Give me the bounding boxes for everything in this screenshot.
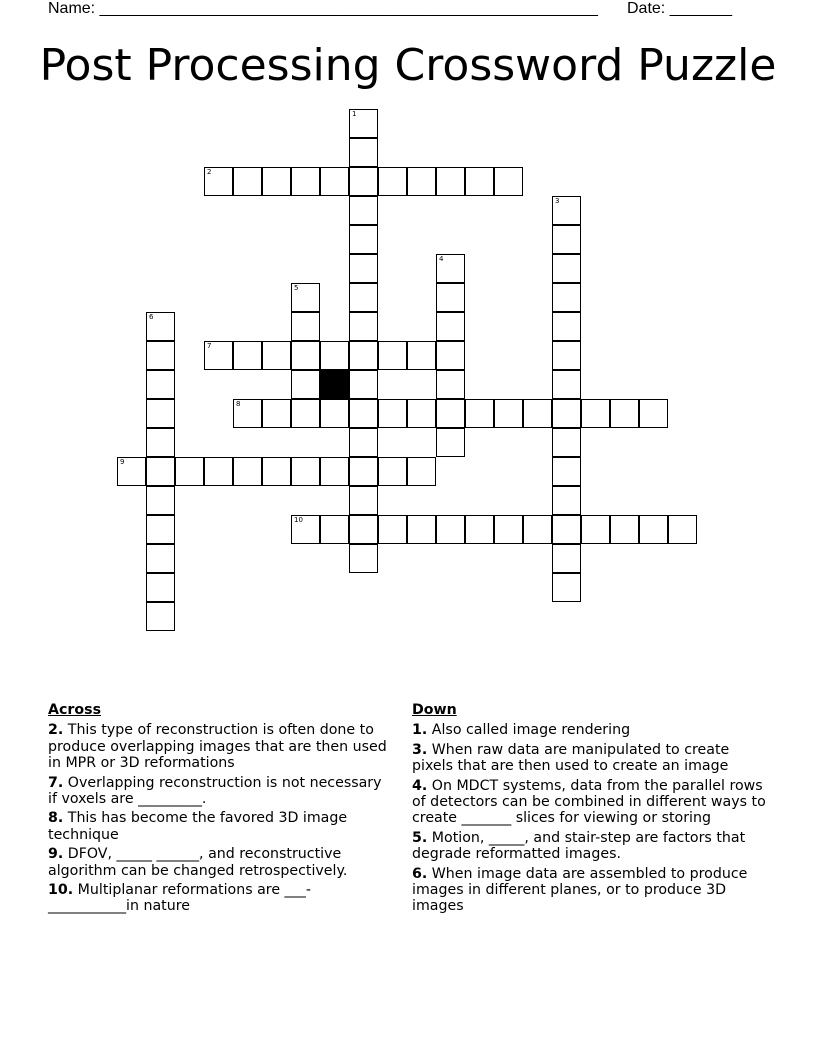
grid-cell[interactable] — [146, 544, 175, 573]
grid-cell[interactable] — [349, 341, 378, 370]
grid-cell[interactable] — [291, 167, 320, 196]
grid-cell[interactable] — [581, 515, 610, 544]
grid-cell[interactable] — [349, 254, 378, 283]
grid-cell[interactable] — [146, 602, 175, 631]
clue-number: 7 — [207, 342, 212, 350]
grid-cell[interactable] — [494, 167, 523, 196]
grid-cell[interactable] — [349, 486, 378, 515]
grid-cell[interactable] — [204, 341, 233, 370]
grid-cell[interactable] — [407, 399, 436, 428]
grid-cell[interactable] — [465, 167, 494, 196]
grid-cell[interactable] — [668, 515, 697, 544]
grid-cell[interactable] — [552, 283, 581, 312]
grid-cell[interactable] — [146, 515, 175, 544]
grid-cell[interactable] — [436, 254, 465, 283]
clue-number: 1. — [412, 722, 428, 739]
grid-cell[interactable] — [291, 312, 320, 341]
grid-cell[interactable] — [262, 167, 291, 196]
clue-text: When image data are assembled to produce images in different planes, or to produce 3D images — [412, 865, 748, 915]
grid-cell[interactable] — [494, 399, 523, 428]
down-clues — [412, 702, 772, 918]
grid-cell[interactable] — [436, 283, 465, 312]
grid-cell[interactable] — [378, 167, 407, 196]
clue-text: This type of reconstruction is often done to produce overlapping images that are then used in MPR or 3D reformations — [48, 722, 387, 772]
grid-cell[interactable] — [523, 399, 552, 428]
grid-cell[interactable] — [117, 457, 146, 486]
page-title: Post Processing Crossword Puzzle — [39, 40, 777, 91]
clue-number: 4. — [412, 777, 428, 794]
grid-cell[interactable] — [349, 515, 378, 544]
down-clue — [412, 778, 772, 827]
grid-cell[interactable] — [233, 399, 262, 428]
grid-cell[interactable] — [552, 254, 581, 283]
grid-cell[interactable] — [146, 457, 175, 486]
across-clue — [48, 775, 388, 808]
grid-cell[interactable] — [291, 515, 320, 544]
clue-number: 10 — [294, 516, 303, 524]
clue-number: 9 — [120, 458, 125, 466]
clue-text: Overlapping reconstruction is not necessary if voxels are _________. — [48, 774, 382, 808]
grid-cell[interactable] — [349, 457, 378, 486]
across-clue — [48, 882, 388, 915]
across-clue — [48, 810, 388, 843]
grid-cell[interactable] — [233, 341, 262, 370]
grid-cell[interactable] — [349, 138, 378, 167]
down-clue — [412, 830, 772, 863]
grid-cell[interactable] — [436, 515, 465, 544]
grid-cell[interactable] — [552, 196, 581, 225]
clue-number: 2 — [207, 168, 212, 176]
grid-cell[interactable] — [378, 399, 407, 428]
grid-cell[interactable] — [552, 428, 581, 457]
grid-cell[interactable] — [349, 225, 378, 254]
date-field[interactable]: Date: _______ — [627, 0, 732, 17]
grid-cell[interactable] — [262, 399, 291, 428]
clue-text: When raw data are manipulated to create pixels that are then used to create an image — [412, 741, 730, 775]
grid-cell[interactable] — [262, 341, 291, 370]
grid-cell[interactable] — [320, 399, 349, 428]
clue-number: 8. — [48, 810, 64, 827]
grid-cell[interactable] — [436, 399, 465, 428]
grid-cell[interactable] — [320, 457, 349, 486]
grid-cell[interactable] — [639, 399, 668, 428]
grid-cell[interactable] — [291, 370, 320, 399]
across-clue — [48, 846, 388, 879]
clue-number: 2. — [48, 722, 64, 739]
clue-number: 8 — [236, 400, 241, 408]
grid-cell[interactable] — [552, 370, 581, 399]
grid-cell[interactable] — [349, 109, 378, 138]
clue-number: 6 — [149, 313, 154, 321]
grid-cell[interactable] — [436, 167, 465, 196]
grid-cell[interactable] — [436, 341, 465, 370]
grid-cell[interactable] — [552, 312, 581, 341]
grid-cell[interactable] — [146, 312, 175, 341]
grid-cell[interactable] — [436, 370, 465, 399]
grid-cell[interactable] — [407, 341, 436, 370]
grid-cell[interactable] — [349, 196, 378, 225]
grid-cell[interactable] — [465, 399, 494, 428]
grid-cell[interactable] — [320, 515, 349, 544]
clue-text: Multiplanar reformations are ___-___________in nature — [48, 882, 311, 915]
across-clues — [48, 702, 388, 918]
clue-number: 3. — [412, 741, 428, 758]
grid-cell[interactable] — [146, 573, 175, 602]
grid-cell[interactable] — [465, 515, 494, 544]
clue-number: 5. — [412, 829, 428, 846]
grid-cell[interactable] — [291, 341, 320, 370]
grid-cell[interactable] — [175, 457, 204, 486]
grid-cell[interactable] — [349, 283, 378, 312]
grid-cell[interactable] — [552, 544, 581, 573]
grid-cell[interactable] — [610, 399, 639, 428]
grid-cell[interactable] — [552, 399, 581, 428]
grid-cell[interactable] — [233, 457, 262, 486]
grid-cell[interactable] — [552, 457, 581, 486]
grid-cell[interactable] — [349, 370, 378, 399]
across-clue-list — [48, 722, 388, 914]
grid-cell[interactable] — [494, 515, 523, 544]
grid-cell[interactable] — [407, 167, 436, 196]
grid-cell[interactable] — [146, 399, 175, 428]
grid-cell[interactable] — [146, 428, 175, 457]
grid-cell[interactable] — [407, 515, 436, 544]
grid-cell[interactable] — [349, 167, 378, 196]
clue-number: 5 — [294, 284, 299, 292]
clue-number: 3 — [555, 197, 560, 205]
clue-number: 4 — [439, 255, 444, 263]
name-field[interactable]: Name: ________________________________________________________ — [48, 0, 598, 17]
grid-cell[interactable] — [436, 428, 465, 457]
blocked-cell — [320, 370, 349, 399]
grid-cell[interactable] — [146, 370, 175, 399]
down-clue — [412, 866, 772, 915]
grid-cell[interactable] — [407, 457, 436, 486]
grid-cell[interactable] — [204, 167, 233, 196]
clue-text: Motion, _____, and stair-step are factors that degrade reformatted images. — [412, 829, 746, 863]
grid-cell[interactable] — [552, 515, 581, 544]
clue-text: Also called image rendering — [427, 722, 631, 739]
grid-cell[interactable] — [552, 341, 581, 370]
grid-cell[interactable] — [291, 457, 320, 486]
grid-cell[interactable] — [552, 573, 581, 602]
grid-cell[interactable] — [639, 515, 668, 544]
clue-number: 7. — [48, 774, 64, 791]
grid-cell[interactable] — [378, 341, 407, 370]
grid-cell[interactable] — [204, 457, 233, 486]
grid-cell[interactable] — [523, 515, 552, 544]
grid-cell[interactable] — [291, 283, 320, 312]
grid-cell[interactable] — [349, 399, 378, 428]
clue-number: 1 — [352, 110, 357, 118]
down-clue-list — [412, 722, 772, 914]
grid-cell[interactable] — [320, 341, 349, 370]
down-heading: Down — [412, 702, 457, 718]
clue-number: 9. — [48, 846, 64, 863]
grid-cell[interactable] — [349, 312, 378, 341]
grid-cell[interactable] — [581, 399, 610, 428]
grid-cell[interactable] — [349, 428, 378, 457]
grid-cell[interactable] — [378, 515, 407, 544]
across-clue — [48, 722, 388, 771]
grid-cell[interactable] — [146, 341, 175, 370]
grid-cell[interactable] — [320, 167, 349, 196]
clue-text: This has become the favored 3D image technique — [48, 810, 348, 843]
grid-cell[interactable] — [552, 225, 581, 254]
grid-cell[interactable] — [436, 312, 465, 341]
grid-cell[interactable] — [291, 399, 320, 428]
grid-cell[interactable] — [378, 457, 407, 486]
clue-number: 10. — [48, 882, 74, 899]
grid-cell[interactable] — [610, 515, 639, 544]
down-clue — [412, 742, 772, 775]
grid-cell[interactable] — [233, 167, 262, 196]
grid-cell[interactable] — [146, 486, 175, 515]
grid-cell[interactable] — [552, 486, 581, 515]
clue-text: DFOV, _____ ______, and reconstructive algorithm can be changed retrospectively. — [48, 846, 348, 879]
grid-cell[interactable] — [262, 457, 291, 486]
clue-text: On MDCT systems, data from the parallel rows of detectors can be combined in different ways to create _______ slices for viewing or storing — [412, 777, 766, 827]
down-clue — [412, 722, 772, 738]
clue-number: 6. — [412, 865, 428, 882]
across-heading: Across — [48, 702, 102, 718]
grid-cell[interactable] — [349, 544, 378, 573]
